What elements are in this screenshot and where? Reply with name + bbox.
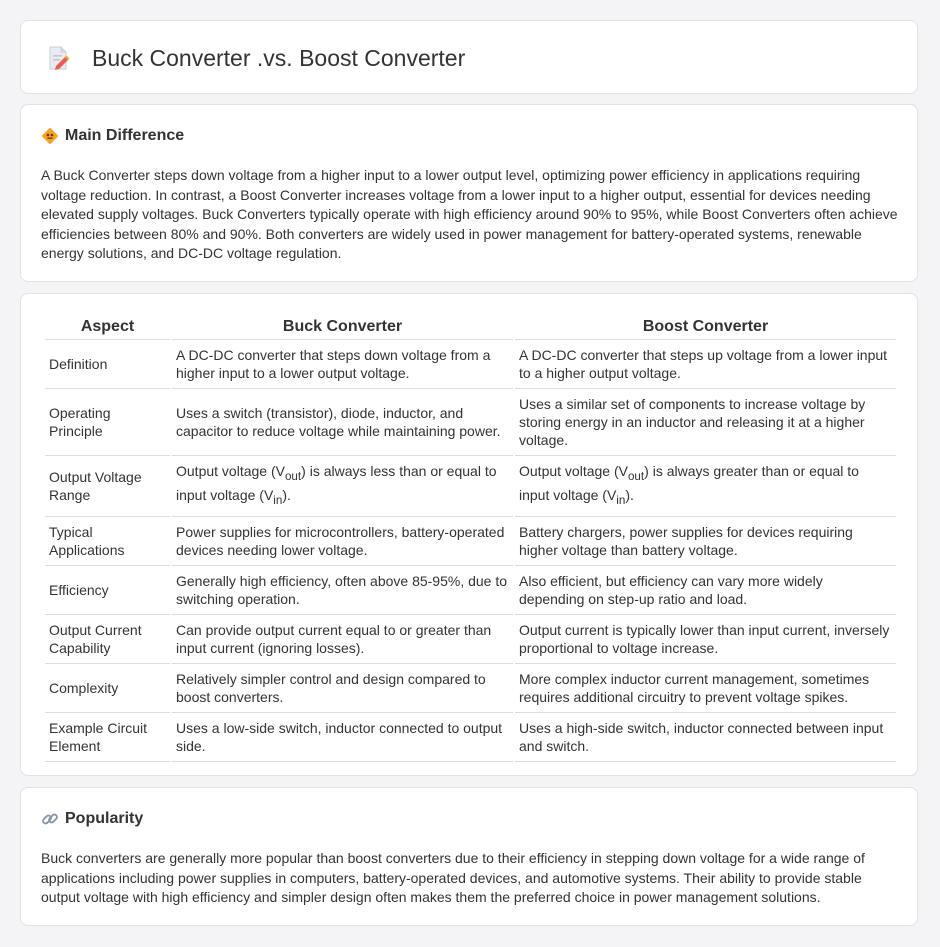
row-buck: Can provide output current equal to or greater than input current (ignoring losses). [172,615,513,664]
row-boost: Battery chargers, power supplies for devices requiring higher voltage than battery voltage. [515,517,896,566]
table-row [45,566,896,615]
table-row [45,615,896,664]
popularity-section [20,787,918,926]
comparison-table [43,314,898,762]
row-buck: Output voltage $(V_{out})$ is always less than or equal to input voltage $(V_{in})$. [172,456,513,517]
header-buck: Buck Converter [172,314,513,340]
row-aspect: Operating Principle [45,389,170,456]
row-buck: Relatively simpler control and design compared to boost converters. [172,664,513,713]
row-aspect: Complexity [45,664,170,713]
table-row [45,713,896,762]
row-boost: A DC-DC converter that steps up voltage from a lower input to a higher output voltage. [515,340,896,389]
row-aspect: Definition [45,340,170,389]
document-pencil-icon [47,45,71,71]
main-difference-heading: Main Difference [65,127,185,144]
link-icon [41,810,59,828]
row-boost: Output current is typically lower than input current, inversely proportional to voltage increase. [515,615,896,664]
row-aspect: Output Current Capability [45,615,170,664]
row-buck: A DC-DC converter that steps down voltage from a higher input to a lower output voltage. [172,340,513,389]
table-header-row [45,314,896,340]
row-aspect: Example Circuit Element [45,713,170,762]
row-aspect: Typical Applications [45,517,170,566]
popularity-heading: Popularity [65,810,144,827]
table-row [45,340,896,389]
row-boost: Uses a high-side switch, inductor connected between input and switch. [515,713,896,762]
main-difference-section [20,104,918,282]
table-row [45,389,896,456]
row-aspect: Output Voltage Range [45,456,170,517]
row-boost: Also efficient, but efficiency can vary more widely depending on step-up ratio and load. [515,566,896,615]
diamond-sign-icon [41,127,59,145]
header-boost: Boost Converter [515,314,896,340]
page-title: Buck Converter .vs. Boost Converter [92,45,466,71]
row-boost: Uses a similar set of components to increase voltage by storing energy in an inductor and releasing it at a higher voltage. [515,389,896,456]
title-card [20,20,918,94]
row-buck: Generally high efficiency, often above 85-95%, due to switching operation. [172,566,513,615]
row-buck: Power supplies for microcontrollers, battery-operated devices needing lower voltage. [172,517,513,566]
table-row [45,456,896,517]
table-row [45,664,896,713]
header-aspect: Aspect [45,314,170,340]
main-difference-text: A Buck Converter steps down voltage from a higher input to a lower output level, optimizing power efficiency in applications requiring voltage reduction. In contrast, a Boost Converter increases voltage from a lower input to a higher output, essential for devices needing elevated supply voltages. Buck Converters typically operate with high efficiency around 90% to 95%, while Boost Converters often achieve efficiencies between 80% and 90%. Both converters are widely used in power management for battery-operated systems, renewable energy solutions, and DC-DC voltage regulation. [41,167,898,262]
row-boost: Output voltage $(V_{out})$ is always greater than or equal to input voltage $(V_{in})$. [515,456,896,517]
popularity-text: Buck converters are generally more popular than boost converters due to their efficiency in stepping down voltage for a wide range of applications including power supplies in computers, battery-operated devices, and automotive systems. Their ability to provide stable output voltage with high efficiency and simpler design often makes them the preferred choice in power management solutions. [41,850,865,906]
comparison-section [20,293,918,776]
row-buck: Uses a low-side switch, inductor connected to output side. [172,713,513,762]
row-aspect: Efficiency [45,566,170,615]
table-row [45,517,896,566]
row-boost: More complex inductor current management, sometimes requires additional circuitry to prevent voltage spikes. [515,664,896,713]
row-buck: Uses a switch (transistor), diode, inductor, and capacitor to reduce voltage while maintaining power. [172,389,513,456]
